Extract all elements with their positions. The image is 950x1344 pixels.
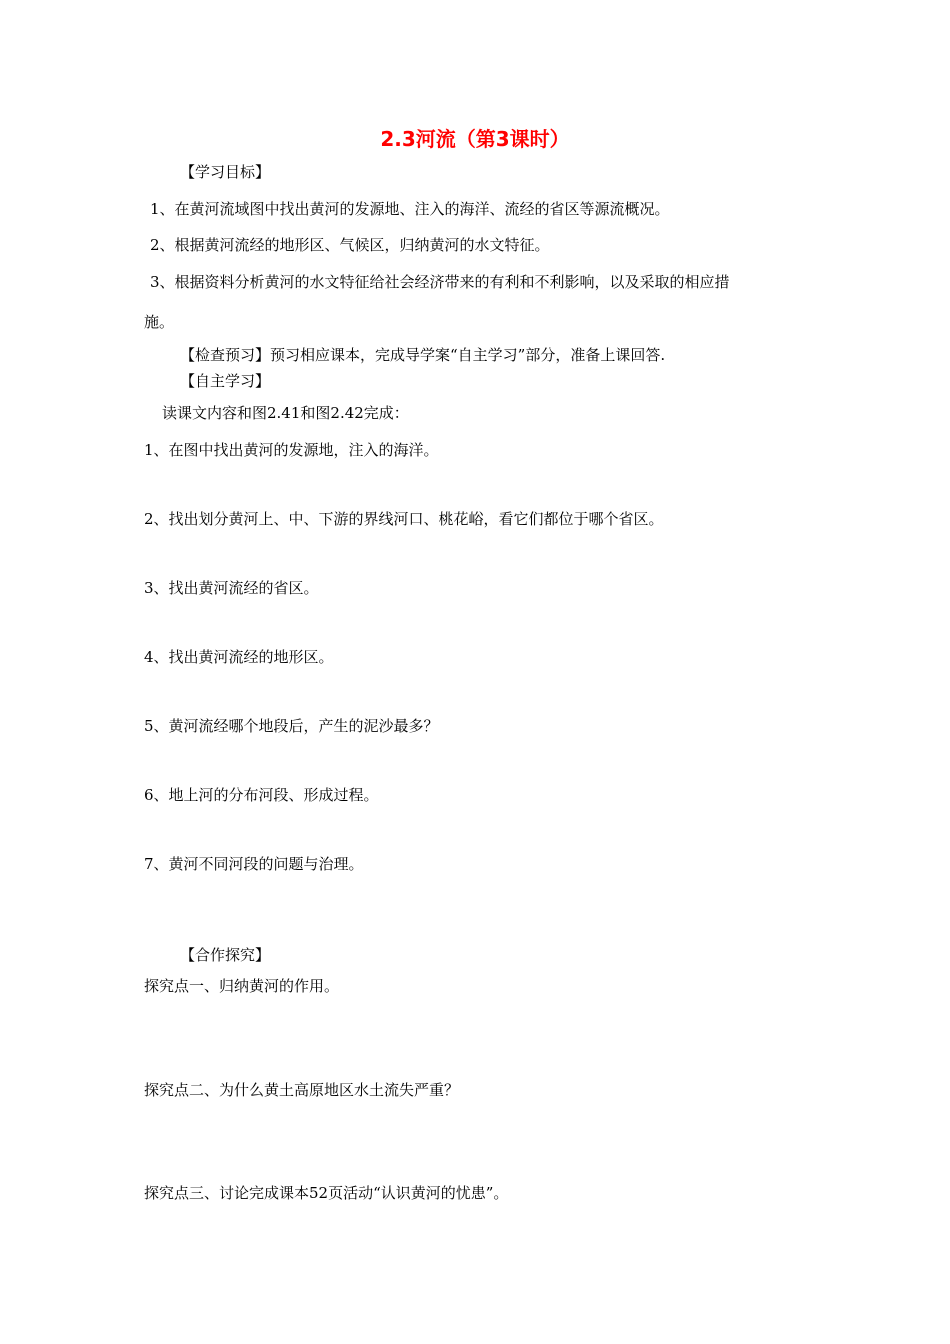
self-study-heading: 【自主学习】: [180, 372, 271, 390]
cooperation-heading: 【合作探究】: [180, 946, 271, 964]
question-6: 6、地上河的分布河段、形成过程。: [144, 786, 379, 804]
preview-section: 【检查预习】预习相应课本，完成导学案“自主学习”部分，准备上课回答.: [180, 346, 666, 364]
objective-item-3: 3、根据资料分析黄河的水文特征给社会经济带来的有利和不利影响，以及采取的相应措: [150, 273, 730, 291]
question-1: 1、在图中找出黄河的发源地，注入的海洋。: [144, 441, 439, 459]
question-5: 5、黄河流经哪个地段后，产生的泥沙最多？: [144, 717, 439, 735]
page-title: 2.3河流（第3课时）: [380, 127, 570, 151]
objective-item-1: 1、在黄河流域图中找出黄河的发源地、注入的海洋、流经的省区等源流概况。: [150, 200, 670, 218]
inquiry-point-2: 探究点二、为什么黄土高原地区水土流失严重？: [144, 1081, 460, 1099]
self-study-intro: 读课文内容和图2.41和图2.42完成：: [162, 404, 409, 422]
question-4: 4、找出黄河流经的地形区。: [144, 648, 334, 666]
inquiry-point-1: 探究点一、归纳黄河的作用。: [144, 977, 340, 995]
question-2: 2、找出划分黄河上、中、下游的界线河口、桃花峪，看它们都位于哪个省区。: [144, 510, 664, 528]
question-7: 7、黄河不同河段的问题与治理。: [144, 855, 364, 873]
objectives-heading: 【学习目标】: [180, 163, 271, 181]
objective-item-3-continuation: 施。: [144, 313, 175, 331]
inquiry-point-3: 探究点三、讨论完成课本52页活动“认识黄河的忧患”。: [144, 1184, 509, 1202]
question-3: 3、找出黄河流经的省区。: [144, 579, 319, 597]
objective-item-2: 2、根据黄河流经的地形区、气候区，归纳黄河的水文特征。: [150, 236, 550, 254]
